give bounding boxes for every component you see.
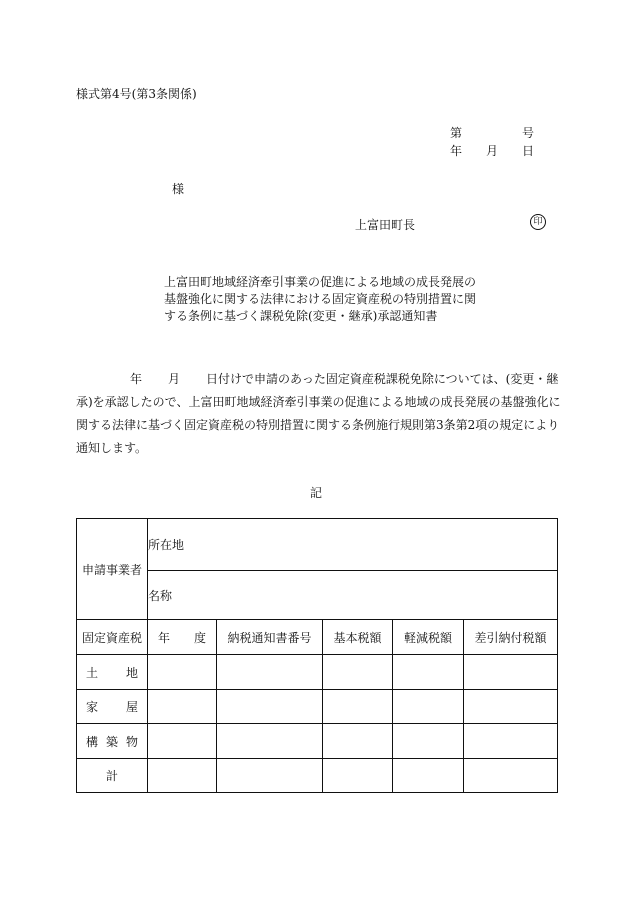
date-day: 日: [521, 144, 534, 158]
label-char: 土: [86, 665, 99, 680]
table-cell[interactable]: [148, 724, 217, 759]
table-header-row: [77, 620, 558, 655]
row-label-structure: [77, 724, 148, 759]
header-cell: 固定資産税: [77, 620, 148, 655]
header-cell: 年 度: [148, 620, 217, 655]
title-line: する条例に基づく課税免除(変更・継承)承認通知書: [164, 309, 438, 323]
table-cell[interactable]: [323, 690, 393, 724]
doc-no-suffix: 号: [521, 126, 534, 140]
seal-mark: 印: [530, 214, 546, 230]
body-line1-rest: 日付けで申請のあった固定資産税課税免除については、(変更・継: [206, 372, 559, 386]
form-number: 様式第4号(第3条関係): [76, 87, 197, 101]
label-char: 地: [125, 665, 138, 680]
table-cell[interactable]: [464, 655, 558, 690]
table-row: [77, 690, 558, 724]
document-title: [164, 274, 476, 325]
table-cell[interactable]: [323, 759, 393, 793]
doc-no-prefix: 第: [450, 126, 463, 140]
body-line: [76, 368, 558, 391]
table-cell[interactable]: [148, 655, 217, 690]
addressee: 様: [172, 182, 185, 196]
header-cell: 差引納付税額: [464, 620, 558, 655]
table-cell[interactable]: [217, 724, 323, 759]
body-line: 関する法律に基づく固定資産税の特別措置に関する条例施行規則第3条第2項の規定により: [76, 418, 560, 432]
row-label-house: [77, 690, 148, 724]
table-row: [77, 519, 558, 571]
header-cell: 納税通知書番号: [217, 620, 323, 655]
body-line: 承)を承認したので、上富田町地域経済牽引事業の促進による地域の成長発展の基盤強化に: [76, 395, 561, 409]
table-cell[interactable]: [148, 759, 217, 793]
body-text: [76, 368, 561, 460]
row-label-total: 計: [77, 759, 148, 793]
table-cell[interactable]: [393, 655, 464, 690]
label-char: 物: [125, 734, 138, 749]
title-line: 上富田町地域経済牽引事業の促進による地域の成長発展の: [164, 275, 477, 289]
label-char: 家: [86, 700, 99, 714]
table-cell[interactable]: [217, 655, 323, 690]
applicant-label: 申請事業者: [77, 519, 148, 620]
body-year: 年: [130, 372, 143, 386]
table-cell[interactable]: [217, 690, 323, 724]
ki-heading: 記: [310, 486, 323, 500]
date-month: 月: [485, 144, 498, 158]
table-cell[interactable]: [464, 724, 558, 759]
header-cell: 基本税額: [323, 620, 393, 655]
table-cell[interactable]: [464, 690, 558, 724]
table-row: [77, 571, 558, 620]
name-field: 名称: [148, 571, 558, 620]
row-label-land: [77, 655, 148, 690]
location-field: 所在地: [148, 519, 558, 571]
table-cell[interactable]: [464, 759, 558, 793]
title-line: 基盤強化に関する法律における固定資産税の特別措置に関: [164, 292, 477, 306]
document-date: [450, 142, 534, 159]
label-char: 構: [86, 734, 99, 749]
table-cell[interactable]: [148, 690, 217, 724]
table-cell[interactable]: [323, 655, 393, 690]
label-char: 築: [105, 734, 118, 749]
label-char: 屋: [125, 700, 138, 714]
header-cell: 軽減税額: [393, 620, 464, 655]
body-line: 通知します。: [76, 441, 148, 455]
table-row: [77, 655, 558, 690]
table-cell[interactable]: [393, 690, 464, 724]
body-month: 月: [168, 372, 181, 386]
table-cell[interactable]: [323, 724, 393, 759]
table-cell[interactable]: [393, 759, 464, 793]
table-row: [77, 724, 558, 759]
table-cell[interactable]: [217, 759, 323, 793]
table-row: [77, 759, 558, 793]
issuer: 上富田町長: [355, 218, 416, 232]
date-year: 年: [450, 144, 463, 158]
tax-exemption-table: [76, 518, 558, 793]
document-number: [450, 124, 534, 141]
table-cell[interactable]: [393, 724, 464, 759]
